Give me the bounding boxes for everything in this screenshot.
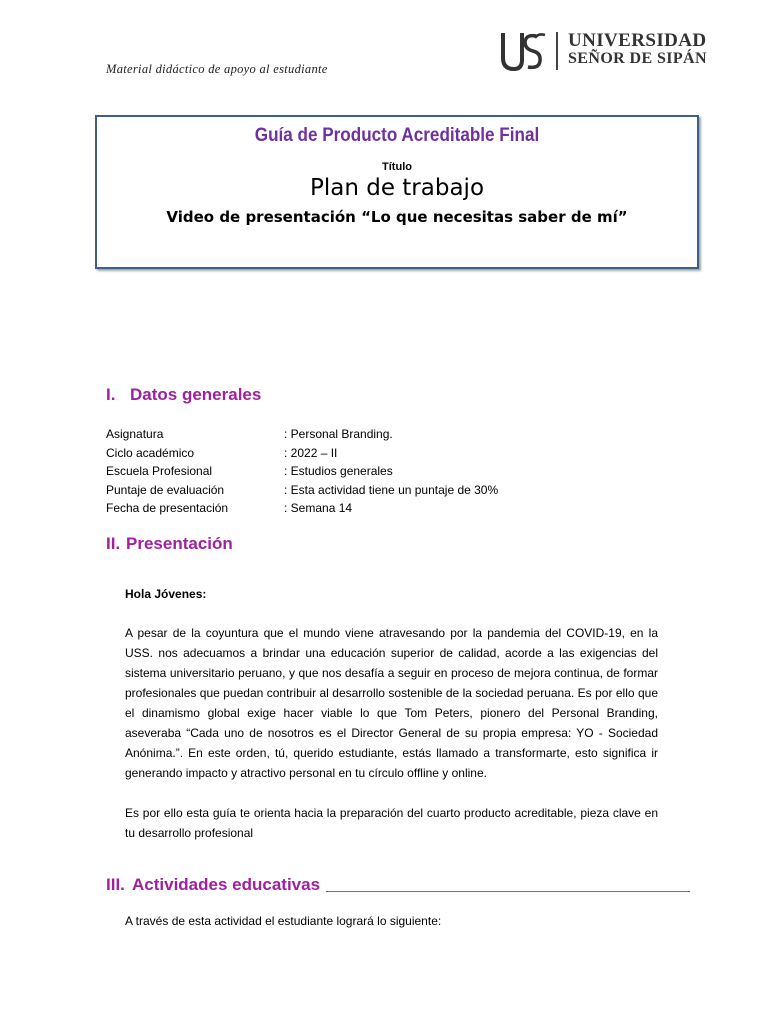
section-number: II. — [106, 534, 121, 553]
section-title: Presentación — [126, 534, 233, 553]
section-heading-datos-generales — [106, 385, 261, 405]
title-label: Título — [382, 161, 412, 173]
section-number: III. — [106, 875, 125, 894]
row-value: : Personal Branding. — [284, 427, 393, 441]
logo-divider — [556, 32, 558, 70]
university-logo — [500, 30, 715, 72]
header-note: Material didáctico de apoyo al estudiante — [106, 62, 328, 76]
row-label: Escuela Profesional — [106, 464, 213, 478]
logo-university-text: UNIVERSIDAD — [568, 30, 707, 51]
uss-logo-mark-icon — [500, 30, 548, 72]
row-label: Fecha de presentación — [106, 501, 229, 515]
presentation-paragraph-1: A pesar de la coyuntura que el mundo viene atravesando por la pandemia del COVID-19, en la USS. nos adecuamos a brindar una educación superior de calidad, acorde a las exigencias del sistema universitario peruano, y que nos desafía a seguir en proceso de mejora continua, de formar profesionales que puedan contribuir al desarrollo sostenible de la sociedad peruana. Es por ello que el dinamismo global exige hacer viable lo que Tom Peters, pionero del Personal Branding, aseveraba “Cada uno de nosotros es el Director General de su propia empresa: YO - Sociedad Anónima.”. En este orden, tú, querido estudiante, estás llamado a transformarte, esto significa ir generando impacto y atractivo personal en tu círculo offline y online. — [125, 626, 658, 780]
section-title: Actividades educativas — [132, 875, 321, 894]
row-value: : 2022 – II — [284, 445, 338, 460]
row-value: : Esta actividad tiene un puntaje de 30% — [284, 482, 499, 497]
logo-sipan-text: SEÑOR DE SIPÁN — [568, 50, 707, 67]
row-value: : Estudios generales — [284, 464, 393, 478]
subtitle: Video de presentación “Lo que necesitas saber de mí” — [166, 208, 628, 226]
row-label: Ciclo académico — [106, 445, 195, 460]
title-box — [95, 115, 699, 269]
section-underline — [326, 891, 690, 892]
section-title: Datos generales — [130, 385, 262, 404]
section-heading-presentacion — [106, 534, 233, 554]
greeting-text: Hola Jóvenes: — [125, 587, 207, 601]
section-number: I. — [106, 385, 116, 404]
row-label: Asignatura — [106, 427, 164, 441]
actividades-intro: A través de esta actividad el estudiante logrará lo siguiente: — [125, 914, 442, 928]
row-value: : Semana 14 — [284, 501, 353, 515]
guide-title: Guía de Producto Acreditable Final — [254, 125, 540, 146]
main-title: Plan de trabajo — [309, 175, 485, 201]
section-heading-actividades — [106, 875, 320, 895]
row-label: Puntaje de evaluación — [106, 482, 225, 497]
presentation-paragraph-2: Es por ello esta guía te orienta hacia la preparación del cuarto producto acreditable, pieza clave en tu desarrollo profesional — [125, 806, 658, 840]
